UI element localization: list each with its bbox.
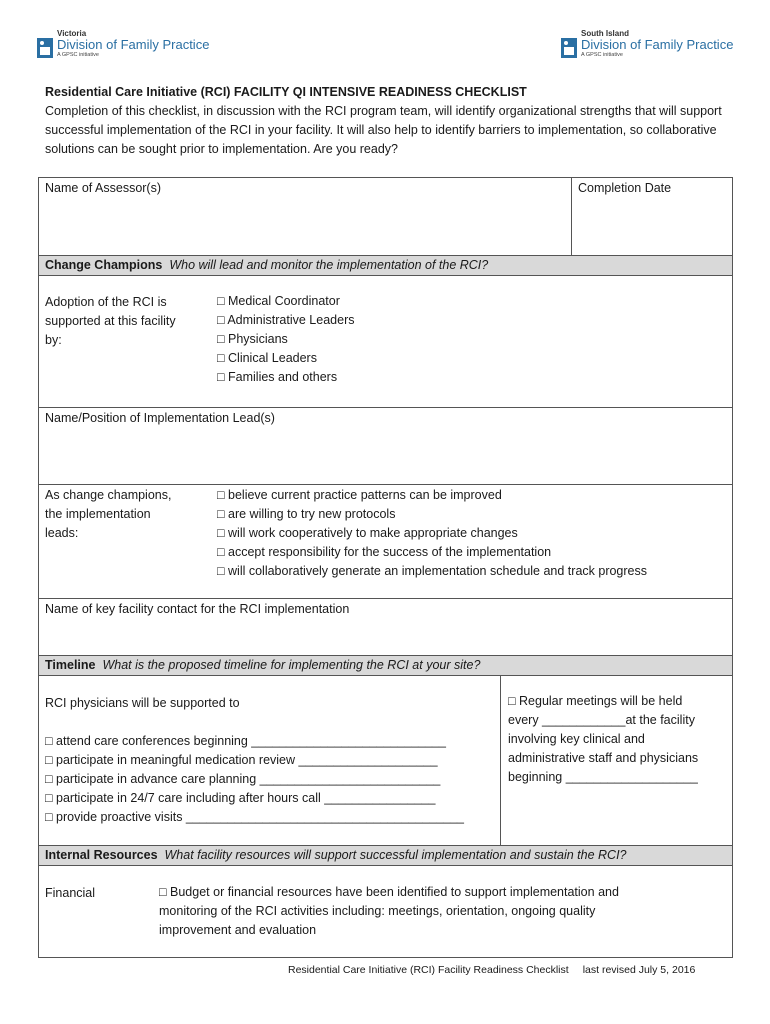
checkbox-item[interactable]: □ Regular meetings will be held	[508, 694, 683, 708]
checkbox-item[interactable]: □ will collaboratively generate an implementation schedule and track progress	[217, 564, 647, 578]
page-title: Residential Care Initiative (RCI) FACILITY QI INTENSIVE READINESS CHECKLIST	[45, 85, 527, 99]
checkbox-item[interactable]: □ participate in 24/7 care including after hours call ________________	[45, 791, 436, 805]
checkbox-item[interactable]: □ attend care conferences beginning ____________________________	[45, 734, 446, 748]
checkbox-item[interactable]: □ participate in meaningful medication review ____________________	[45, 753, 438, 767]
section-heading: Timeline	[45, 658, 96, 672]
timeline-items	[45, 732, 464, 827]
assessor-row	[39, 178, 732, 255]
timeline-body	[39, 675, 732, 845]
regular-meetings: □ Regular meetings will be held every ____________at the facility involving key clinical and administrative staff and physicians beginning ___________________	[508, 694, 699, 784]
physicians-label: RCI physicians will be supported to	[45, 696, 240, 710]
footer-doc-title: Residential Care Initiative (RCI) Facility Readiness Checklist	[288, 964, 569, 976]
logo-tagline: A GPSC initiative	[581, 52, 623, 59]
leads-options	[217, 486, 647, 581]
footer-revised: last revised July 5, 2016	[582, 964, 696, 976]
family-practice-logo-icon	[37, 38, 53, 58]
leads-row	[39, 484, 732, 598]
section-heading: Internal Resources	[45, 848, 158, 862]
completion-date-field[interactable]: Completion Date	[578, 181, 672, 195]
assessor-field[interactable]: Name of Assessor(s)	[45, 181, 162, 195]
checkbox-item[interactable]: □ accept responsibility for the success of the implementation	[217, 545, 552, 559]
leads-label: As change champions, the implementation leads:	[45, 488, 172, 540]
checkbox-item[interactable]: □ Administrative Leaders	[217, 313, 355, 327]
checkbox-item[interactable]: □ Clinical Leaders	[217, 351, 317, 365]
implementation-lead-field[interactable]: Name/Position of Implementation Lead(s)	[45, 411, 275, 425]
internal-resources-header	[39, 845, 732, 865]
checkbox-item[interactable]: □ Families and others	[217, 370, 338, 384]
checkbox-item[interactable]: □ Physicians	[217, 332, 288, 346]
financial-row	[39, 865, 732, 957]
checkbox-item[interactable]: □ participate in advance care planning __________________________	[45, 772, 441, 786]
adoption-options	[217, 292, 354, 387]
section-question: What is the proposed timeline for implementing the RCI at your site?	[102, 658, 481, 672]
financial-label: Financial	[45, 886, 96, 900]
checkbox-item[interactable]: □ Budget or financial resources have been identified to support implementation and	[159, 885, 619, 899]
checklist-form	[38, 177, 733, 958]
intro-paragraph: Completion of this checklist, in discussion with the RCI program team, will identify organizational strengths that will support successful implementation of the RCI in your facility. It will also help to identify barriers to implementation, so collaborative solutions can be sought prior to implementation. Are you ready?	[45, 104, 722, 156]
facility-contact-field[interactable]: Name of key facility contact for the RCI implementation	[45, 602, 350, 616]
south-island-division-logo	[561, 30, 733, 59]
implementation-lead-row	[39, 407, 732, 484]
adoption-row	[39, 275, 732, 407]
checkbox-item[interactable]: □ will work cooperatively to make appropriate changes	[217, 526, 518, 540]
logo-name: Division of Family Practice	[581, 37, 734, 53]
facility-contact-row	[39, 598, 732, 655]
checkbox-item[interactable]: □ Medical Coordinator	[217, 294, 340, 308]
checkbox-item[interactable]: □ believe current practice patterns can be improved	[217, 488, 502, 502]
checkbox-item[interactable]: □ are willing to try new protocols	[217, 507, 396, 521]
checkbox-item[interactable]: □ provide proactive visits ________________________________________	[45, 810, 465, 824]
section-heading: Change Champions	[45, 258, 163, 272]
adoption-label: Adoption of the RCI is supported at this facility by:	[45, 295, 176, 347]
victoria-division-logo	[37, 30, 209, 59]
family-practice-logo-icon	[561, 38, 577, 58]
timeline-header	[39, 655, 732, 675]
page-footer	[288, 964, 695, 976]
section-question: What facility resources will support successful implementation and sustain the RCI?	[164, 848, 627, 862]
financial-options: □ Budget or financial resources have been identified to support implementation and monitoring of the RCI activities including: meetings, orientation, ongoing quality improvement and evaluation	[159, 885, 619, 937]
logo-region: South Island	[581, 29, 629, 38]
logo-name: Division of Family Practice	[57, 37, 210, 53]
section-question: Who will lead and monitor the implementation of the RCI?	[169, 258, 489, 272]
change-champions-header	[39, 255, 732, 275]
logo-region: Victoria	[57, 29, 87, 38]
logo-tagline: A GPSC initiative	[57, 52, 99, 59]
